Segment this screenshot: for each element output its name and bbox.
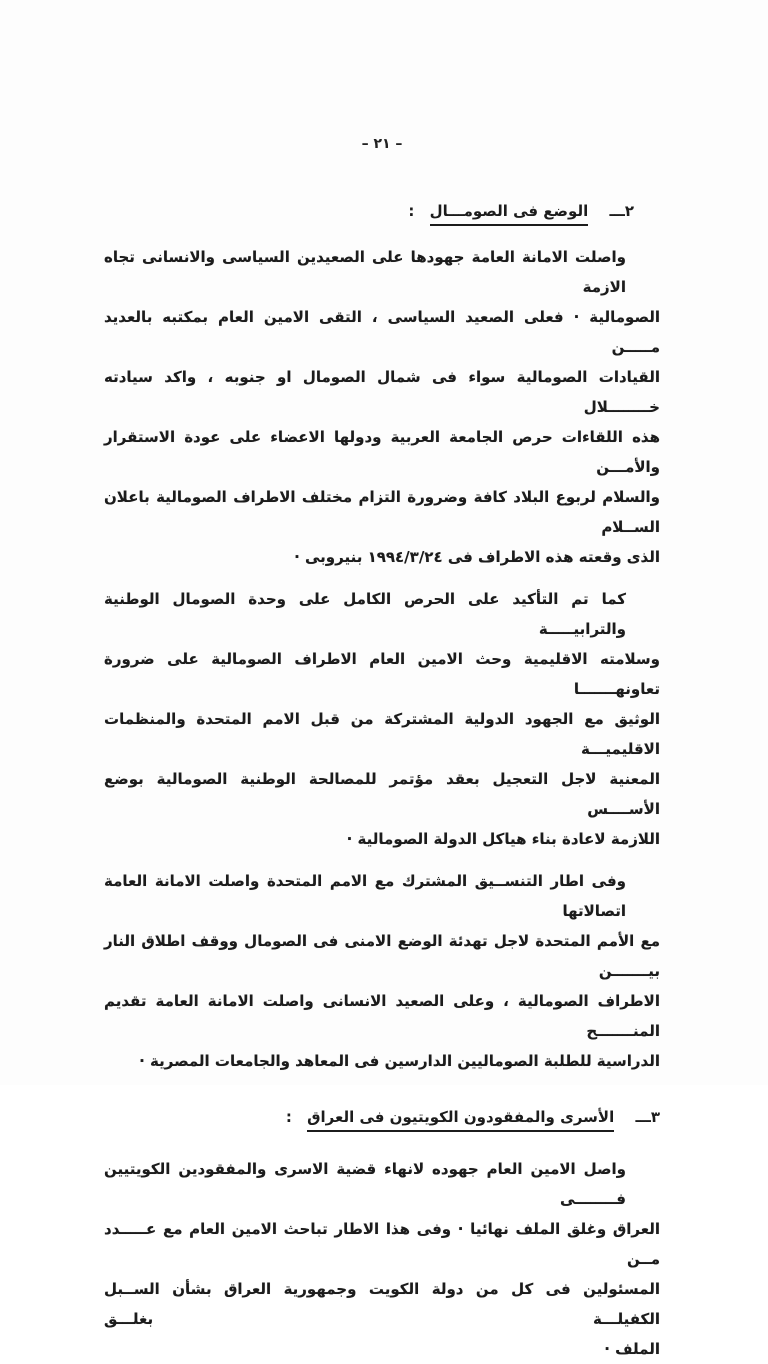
text-line: والسلام لربوع البلاد كافة وضرورة التزام مختلف الاطراف الصومالية باعلان الســلام [104,488,660,536]
text-line: الذى وقعته هذه الاطراف فى ١٩٩٤/٣/٢٤ بنيروبى · [294,548,660,566]
heading-number: ٣ـــ [635,1108,660,1126]
text-line: مع الأمم المتحدة لاجل تهدئة الوضع الامنى فى الصومال ووقف اطلاق النار بيـــــــن [104,932,660,980]
paragraph-somalia-unity [104,584,660,854]
paragraph-somalia-un-coordination [104,866,660,1076]
text-line: المسئولين فى كل من دولة الكويت وجمهورية العراق بشأن الســبل الكفيلـــة بغلـــق [104,1280,660,1328]
text-line: وفى اطار التنســيق المشترك مع الامم المتحدة واصلت الامانة العامة اتصالاتها [104,872,626,920]
text-line: واصل الامين العام جهوده لانهاء قضية الاسرى والمفقودين الكويتيين فــــــــى [104,1160,626,1208]
heading-title: الوضع فى الصومـــال [430,202,589,226]
page-number: – ٢١ – [361,136,403,152]
text-line: واصلت الامانة العامة جهودها على الصعيدين السياسى والانسانى تجاه الازمة [104,248,626,296]
text-line: الدراسية للطلبة الصوماليين الدارسين فى المعاهد والجامعات المصرية · [139,1052,660,1070]
text-line: الوثيق مع الجهود الدولية المشتركة من قبل الامم المتحدة والمنظمات الاقليميـــة [104,710,660,758]
text-line: اللازمة لاعادة بناء هياكل الدولة الصومالية · [346,830,660,848]
text-line: المعنية لاجل التعجيل بعقد مؤتمر للمصالحة الوطنية الصومالية بوضع الأســــس [104,770,660,818]
heading-number: ٢ـــ [609,202,634,220]
text-line: الاطراف الصومالية ، وعلى الصعيد الانسانى واصلت الامانة العامة تقديم المنـــــــح [104,992,660,1040]
text-line: العراق وغلق الملف نهائيا · وفى هذا الاطار تباحث الامين العام مع عـــــدد مــن [104,1220,660,1268]
paragraph-somalia-political [104,242,660,572]
text-line: الملف · [604,1340,660,1358]
section-heading-somalia [104,202,634,226]
heading-title: الأسرى والمفقودون الكويتيون فى العراق [307,1108,614,1132]
section-heading-kuwaiti-missing [104,1108,660,1132]
text-line: هذه اللقاءات حرص الجامعة العربية ودولها الاعضاء على عودة الاستقرار والأمـــن [104,428,660,476]
paragraph-kuwaiti-missing [104,1154,660,1364]
heading-colon: : [285,1108,292,1126]
text-line: الصومالية · فعلى الصعيد السياسى ، التقى الامين العام بمكتبه بالعديد مـــــن [104,308,660,356]
text-line: كما تم التأكيد على الحرص الكامل على وحدة الصومال الوطنية والترابيـــــة [104,590,626,638]
heading-colon: : [408,202,415,220]
text-line: القيادات الصومالية سواء فى شمال الصومال او جنوبه ، واكد سيادته خــــــــلال [104,368,660,416]
text-line: وسلامته الاقليمية وحث الامين العام الاطراف الصومالية على ضرورة تعاونهـــــــا [104,650,660,698]
